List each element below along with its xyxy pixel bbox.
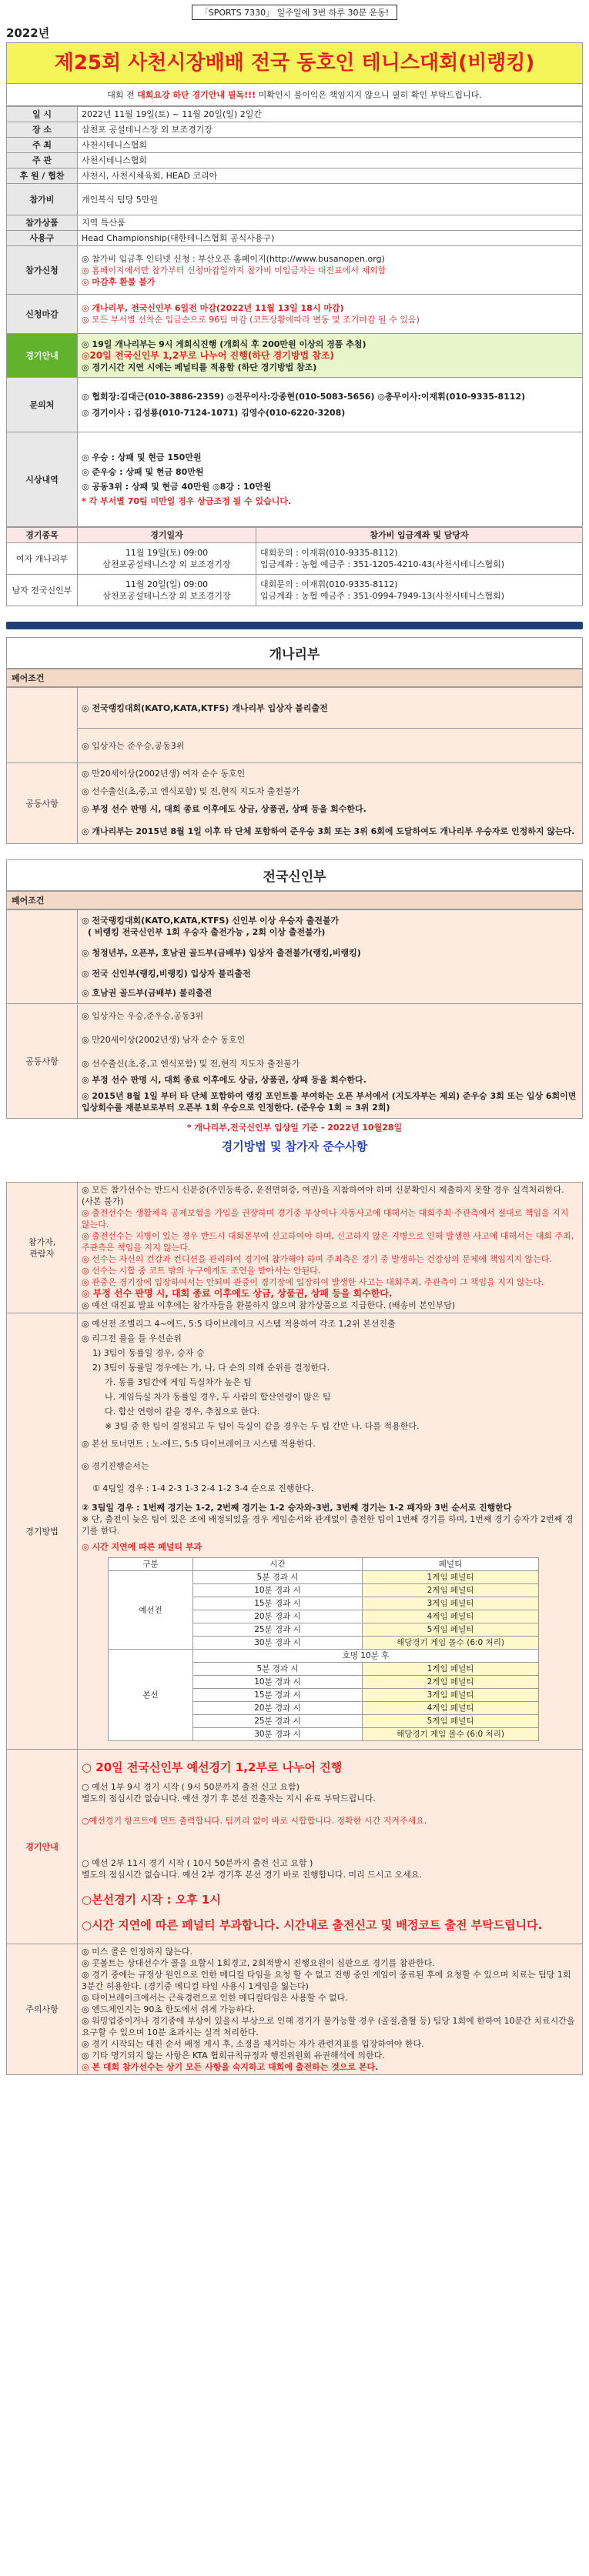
notice-banner <box>6 84 583 106</box>
apply-cell <box>78 246 583 295</box>
participant-rule-5: ◎ 선수는 시합 중 코트 밖의 누구에게도 조언을 받아서는 안된다. <box>82 1266 321 1276</box>
rules-title: 경기방법 및 참가자 준수사항 <box>221 1140 368 1153</box>
game-guide-4: ○예선경기 항프트에 먼트 출력합니다. 팀끼리 없이 바로 시합합니다. 정확한 시간 지켜주세요. <box>82 1816 427 1826</box>
penalty-prelim-value: 2게임 페널티 <box>363 1584 539 1597</box>
events-header-name: 경기종목 <box>7 528 78 543</box>
events-table <box>6 527 583 606</box>
info-label-fee: 참가비 <box>7 184 78 215</box>
penalty-header-time: 시간 <box>193 1558 363 1571</box>
gaenari-common-2: ◎ 선수출신(초,중,고 엔식포함) 및 전,현직 지도자 출전불가 <box>82 786 300 796</box>
sinin-fare-1: ◎ 전국랭킹대회(KATO,KATA,KTFS) 신인부 이상 우승자 출전불가 <box>82 916 340 926</box>
gaenari-fare-1: ◎ 전국랭킹대회(KATO,KATA,KTFS) 개나리부 입상자 불리출전 <box>78 688 583 729</box>
guide-label: 경기안내 <box>7 334 78 378</box>
caution-2: ◎ 콧볼트는 상대선수가 콜을 요할시 1회경고, 2회적발시 진행요원이 심판으로 경기를 참관한다. <box>82 1958 435 1968</box>
method-label: 경기방법 <box>7 1313 78 1750</box>
contact-cell <box>78 378 583 432</box>
deadline-label: 신청마감 <box>7 295 78 334</box>
penalty-prelim-label: 예선전 <box>109 1571 193 1650</box>
guide-line-2: ◎20일 전국신인부 1,2부로 나누어 진행(하단 경기방법 참조) <box>82 349 334 361</box>
penalty-main-time: 15분 경과 시 <box>193 1689 363 1702</box>
caution-8: ◎ 기타 명기되지 않는 사항은 KTA 협회규칙규정과 행진위원회 유권해석에 의한다. <box>82 2050 385 2060</box>
penalty-main-value: 5게임 페널티 <box>363 1715 539 1728</box>
penalty-main-time: 5분 경과 시 <box>193 1663 363 1676</box>
contact-line-2: ◎ 경기이사 : 김성룡(010-7124-1071) 김영수(010-6220-3208) <box>82 408 346 418</box>
awards-note: * 각 부서별 70팀 미만일 경우 상금조정 될 수 있습니다. <box>82 496 292 506</box>
awards-line-1: ◎ 우승 : 상패 및 현금 150만원 <box>82 452 202 462</box>
events-row-2-account: 대회문의 : 이재휘(010-9335-8112) 입금계좌 : 농협 예금주 : 351-0994-7949-13(사천시테니스협회) <box>256 575 583 606</box>
caution-9: ◎ 본 대회 참가선수는 상기 모든 사항을 숙지하고 대회에 출전하는 것으로 본다. <box>82 2062 379 2072</box>
penalty-header-type: 구분 <box>109 1558 193 1571</box>
sinin-common-5: ◎ 2015년 8월 1일 부터 타 단체 포함하여 랭킹 포인트를 부여하는 오픈 부서에서 (지도자부는 제외) 준우승 3회 또는 입상 6회이면 입상회수를 재분보로부터 오픈부 1회 우승으로 인정한다. (준우승 1회 = 3위 2회) <box>82 1091 577 1113</box>
sinin-fare-1b: ( 비랭킹 전국신인부 1회 우승자 출전가능 , 2회 이상 출전불가) <box>88 927 326 937</box>
participant-rule-2: ◎ 출전선수는 생활체육 공제보험을 가입을 권장하며 경기중 부상이나 자동사고에 대해서는 대회주최·주관측에서 절대로 책임을 지지 않는다. <box>82 1208 569 1230</box>
deadline-line-1: ◎ 개나리부, 전국신인부 6일전 마감(2022년 11월 13일 18시 마감) <box>82 303 344 313</box>
awards-line-3: ◎ 공동3위 : 상패 및 현금 40만원 ◎8강 : 10만원 <box>82 482 272 492</box>
method-6: 나. 게임득실 차가 동률일 경우, 두 사람의 합산연령이 많은 팀 <box>105 1392 331 1402</box>
sinin-fare-4: ◎ 호남권 골드부(금배부) 불리출전 <box>82 988 213 998</box>
rules-table <box>6 1182 583 2075</box>
penalty-prelim-value: 1게임 페널티 <box>363 1571 539 1584</box>
game-guide-label: 경기안내 <box>7 1750 78 1944</box>
participant-rule-1: ◎ 모든 참가선수는 반드시 신분증(주민등록증, 운전면허증, 여권)을 지참하여야 하며 신분확인시 제출하지 못할 경우 실격처리한다. (사본 불가) <box>82 1185 564 1206</box>
apply-line-1: ◎ 참가비 입금후 인터넷 신청 : 부산오픈 홈페이지(http://www.busanopen.org) <box>82 253 385 264</box>
penalty-main-time: 30분 경과 시 <box>193 1728 363 1741</box>
info-label-date: 일 시 <box>7 107 78 122</box>
events-row-2-date: 11월 20일(일) 09:00 삼천포공설테니스장 외 보조경기장 <box>78 575 256 606</box>
method-12: ② 3팀일 경우 : 1번째 경기는 1-2, 2번째 경기는 1-2 승자와-3번, 3번째 경기는 1-2 패자와 3번 순서로 진행한다 <box>82 1503 512 1513</box>
caution-7: ◎ 경기 시작되는 대진 순서 배정 게시 후, 소정을 제거하는 자가 관련지표를 입장하여야 한다. <box>82 2039 424 2049</box>
sinin-common-cell <box>78 1004 583 1119</box>
sinin-fare-cell <box>78 910 583 1004</box>
method-10: ◎ 경기진행순서는 <box>82 1461 149 1471</box>
slogan-box <box>6 5 583 20</box>
sinin-deadline-note: * 개나리부,전국신인부 입상일 기준 - 2022년 10월28일 <box>186 1123 403 1133</box>
penalty-main-value: 해당경기 게임 몰수 (6:0 처리) <box>363 1728 539 1741</box>
caution-label: 주의사항 <box>7 1944 78 2075</box>
method-14: ◎ 시간 지연에 따른 페널티 부과 <box>82 1542 202 1552</box>
game-guide-1: ○ 20일 전국신인부 예선경기 1,2부로 나누어 진행 <box>82 1760 343 1774</box>
events-row-1-name: 여자 개나리부 <box>7 543 78 575</box>
page-title: 제25회 사천시장배배 전국 동호인 테니스대회(비랭킹) <box>6 42 583 84</box>
game-guide-7: ○본선경기 시작 : 오후 1시 <box>82 1893 221 1907</box>
awards-cell <box>78 432 583 527</box>
sinin-common-2: ◎ 만20세이상(2002년생) 남자 순수 동호인 <box>82 1035 246 1045</box>
penalty-main-value: 1게임 페널티 <box>363 1663 539 1676</box>
sinin-table <box>6 909 583 1119</box>
guide-line-1: ◎ 19일 개나리부는 9시 게회식진행 (개회식 후 200만원 이상의 경품 추첨) <box>82 339 366 349</box>
participant-cell <box>78 1183 583 1313</box>
info-label-host: 주 최 <box>7 138 78 153</box>
method-cell <box>78 1313 583 1750</box>
penalty-prelim-value: 해당경기 게임 몰수 (6:0 처리) <box>363 1637 539 1650</box>
info-table <box>6 106 583 527</box>
gaenari-fare-label: 페어조건 <box>6 669 583 687</box>
gaenari-title: 개나리부 <box>6 637 583 669</box>
contact-line-1: ◎ 협회장:김대근(010-3886-2359) ◎전무이사:강종현(010-5083-5656) ◎총무이사:이재휘(010-9335-8112) <box>82 392 526 402</box>
method-9: ◎ 본선 토너먼트 : 노-애드, 5:5 타이브레이크 시스템 적용한다. <box>82 1439 316 1449</box>
method-5: 가. 동률 3팀간에 게임 득실차가 높은 팀 <box>105 1377 252 1387</box>
guide-line-3: ◎ 경기시간 지연 시에는 페널티를 적용함 (하단 경기방법 참조) <box>82 362 317 372</box>
game-guide-cell <box>78 1750 583 1944</box>
awards-line-2: ◎ 준우승 : 상패 및 현금 80만원 <box>82 467 204 477</box>
method-13: ※ 단, 출전이 늦은 팀이 있은 조에 배정되었을 경우 게임순서와 관계없이 출전한 팀이 1번째 경기를 하며, 1번째 경기 승자가 2번째 경기를 한다. <box>82 1514 574 1536</box>
sinin-common-1: ◎ 입상자는 우승,준우승,공동3위 <box>82 1011 204 1021</box>
caution-cell <box>78 1944 583 2075</box>
penalty-prelim-time: 15분 경과 시 <box>193 1597 363 1610</box>
method-1: ◎ 예선전 조별리그 4~에드, 5:5 타이브레이크 시스템 적용하여 각조 1,2위 본선진출 <box>82 1319 396 1329</box>
game-guide-2: ○ 예선 1부 9시 경기 시작 ( 9시 50분까지 출전 신고 요함) <box>82 1782 300 1792</box>
events-row-2-name: 남자 전국신인부 <box>7 575 78 606</box>
gaenari-table <box>6 687 583 844</box>
events-header-account: 참가비 입금계좌 및 담당자 <box>256 528 583 543</box>
gaenari-fare-2: ◎ 입상자는 준우승,공동3위 <box>78 729 583 763</box>
participant-rule-3: ◎ 출전선수는 지병이 있는 경우 반드시 대회본부에 신고하여야 하며, 신고하지 않은 지병으로 인해 발생한 사고에 대해서는 대회 주최,주관측은 책임을 지지 않는다. <box>82 1231 574 1253</box>
participant-rule-6: ◎ 관중은 경기장에 입장하여서는 안되며 관중이 경기장에 입장하여 발생한 사고는 대회주최, 주관측이 그 책임을 지지 않는다. <box>82 1277 544 1287</box>
page <box>6 5 583 2075</box>
sinin-common-4: ◎ 부정 선수 판명 시, 대회 종료 이후에도 상금, 상품권, 상패 등을 회수한다. <box>82 1075 366 1085</box>
game-guide-8: ○시간 지연에 따른 페널티 부과합니다. 시간내로 출전신고 및 배정코트 출전 부탁드립니다. <box>82 1918 543 1932</box>
participant-rule-4: ◎ 선수는 자신의 건강과 컨디션을 관리하여 경기에 참가해야 하며 주최측은 경기 중 발생하는 건강상의 문제에 책임지지 않는다. <box>82 1254 552 1264</box>
gaenari-common-label: 공동사항 <box>7 763 78 844</box>
caution-3: ◎ 경기 중에는 규정상 원인으로 인한 메디컬 타임을 요청 할 수 없고 진행 중인 게임이 종료된 후에 요청할 수 있으며 치료는 팀당 1회 3분간 허용한다. (경기중 메디컬 타임 사용시 1게임을 잃는다) <box>82 1970 571 1991</box>
gaenari-common-3: ◎ 부정 선수 판명 시, 대회 종료 이후에도 상금, 상품권, 상패 등을 회수한다. <box>82 804 366 814</box>
penalty-prelim-time: 5분 경과 시 <box>193 1571 363 1584</box>
method-7: 다. 합산 연령이 같을 경우, 추첨으로 한다. <box>105 1406 260 1416</box>
sinin-fare-2: ◎ 청정년부, 오픈부, 호남권 골드부(금배부) 입상자 출전불가(랭킹,비랭킹) <box>82 948 361 958</box>
guide-cell <box>78 334 583 378</box>
sinin-fare-label: 페어조건 <box>6 891 583 909</box>
caution-1: ◎ 미스 콜은 인정하지 않는다. <box>82 1947 192 1957</box>
info-value-host: 사천시테니스협회 <box>78 138 583 153</box>
penalty-main-sub: 호명 10분 후 <box>193 1650 539 1663</box>
info-value-prize: 지역 특산품 <box>78 215 583 231</box>
info-label-sponsor: 후 원 / 협찬 <box>7 169 78 184</box>
notice-highlight: 대회요강 하단 경기안내 필독!!! <box>137 90 256 100</box>
info-value-venue: 삼천포 공설테니스장 외 보조경기장 <box>78 122 583 138</box>
info-value-date: 2022년 11월 19일(토) ~ 11월 20일(일) 2일간 <box>78 107 583 122</box>
gaenari-common-cell <box>78 763 583 844</box>
notice-post: 미확인시 불이익은 책임지지 않으니 필히 확인 부탁드립니다. <box>256 90 482 100</box>
deadline-line-2: ◎ 모든 부서별 선착순 입금순으로 96팀 마감 (코트상황에따라 변동 및 조기마감 될 수 있음) <box>82 315 420 325</box>
caution-5: ◎ 엔드체인지는 90초 한도에서 쉬게 가능하다. <box>82 2004 256 2014</box>
notice-pre: 대회 전 <box>107 90 138 100</box>
sinin-common-label: 공동사항 <box>7 1004 78 1119</box>
section-divider <box>6 622 583 629</box>
caution-6: ◎ 워밍업중이거나 경기중에 부상이 있을시 부상으로 인해 경기가 불가능할 경우 (골절,출혈 등) 팀당 1회에 한하여 10분간 치료시간을 요구할 수 있으며 10분 초과시는 실격 처리한다. <box>82 2016 575 2037</box>
method-4: 2) 3팀이 동률일 경우에는 가, 나, 다 순의 의해 순위를 결정한다. <box>92 1363 330 1373</box>
penalty-main-time: 10분 경과 시 <box>193 1676 363 1689</box>
info-value-sponsor: 사천시, 사천시체육회, HEAD 코리아 <box>78 169 583 184</box>
participant-rule-7: ◎ 부정 선수 판명 시, 대회 종료 이후에도 상금, 상품권, 상패 등을 회수한다. <box>82 1288 393 1299</box>
info-value-organizer: 사천시테니스협회 <box>78 153 583 169</box>
method-8: ※ 3팀 중 한 팀이 결정되고 두 팀이 득실이 같을 경우는 두 팀 간만 나. 다를 적용한다. <box>105 1421 420 1431</box>
info-label-prize: 참가상품 <box>7 215 78 231</box>
events-row-1-account: 대회문의 : 이재휘(010-9335-8112) 입금계좌 : 농협 예금주 : 351-1205-4210-43(사천시테니스협회) <box>256 543 583 575</box>
penalty-main-value: 4게임 페널티 <box>363 1702 539 1715</box>
method-2: ◎ 리그전 룰을 틀 우선순위 <box>82 1333 182 1343</box>
info-label-organizer: 주 관 <box>7 153 78 169</box>
sinin-fare-3: ◎ 전국 신인부(랭킹,비랭킹) 입상자 불리출전 <box>82 969 251 979</box>
info-label-venue: 장 소 <box>7 122 78 138</box>
penalty-main-value: 3게임 페널티 <box>363 1689 539 1702</box>
penalty-table <box>108 1557 539 1741</box>
penalty-main-time: 20분 경과 시 <box>193 1702 363 1715</box>
sinin-title: 전국신인부 <box>6 859 583 891</box>
penalty-main-value: 2게임 페널티 <box>363 1676 539 1689</box>
info-value-ball: Head Championship(대한테니스협회 공식사용구) <box>78 231 583 246</box>
slogan-text: 「SPORTS 7330」 일주일에 3번 하루 30분 운동! <box>192 5 397 20</box>
sinin-common-3: ◎ 선수출신(초,중,고 엔식포함) 및 전,현직 지도자 출전불가 <box>82 1059 300 1069</box>
game-guide-3: 별도의 점심시간 없습니다. 예선 경기 후 본선 진출자는 지시 유료 부탁드립니다. <box>82 1794 376 1804</box>
participant-rule-8: ◎ 예선 대진표 발표 이후에는 참가자들을 환불하지 않으며 참가상품으로 지급한다. (배송비 본인부담) <box>82 1300 456 1310</box>
penalty-header-penalty: 페널티 <box>363 1558 539 1571</box>
gaenari-common-4: ◎ 개나리부는 2015년 8월 1일 이후 타 단체 포함하여 준우승 3회 또는 3위 6회에 도달하여도 개나리부 우승자로 인정하지 않는다. <box>82 826 575 836</box>
penalty-prelim-value: 5게임 페널티 <box>363 1623 539 1637</box>
year-label: 2022년 <box>6 26 50 40</box>
events-row-1-date: 11월 19일(토) 09:00 삼천포공설테니스장 외 보조경기장 <box>78 543 256 575</box>
apply-label: 참가신청 <box>7 246 78 295</box>
method-3: 1) 3팀이 동률일 경우, 승자 승 <box>92 1348 205 1358</box>
info-label-ball: 사용구 <box>7 231 78 246</box>
penalty-prelim-time: 10분 경과 시 <box>193 1584 363 1597</box>
deadline-cell <box>78 295 583 334</box>
contact-label: 문의처 <box>7 378 78 432</box>
penalty-prelim-value: 4게임 페널티 <box>363 1610 539 1623</box>
apply-line-2: ◎ 홈페이지에서만 참가부터 신청마감일까지 참가비 미입금자는 대진표에서 제외함 <box>82 265 387 275</box>
penalty-main-time: 25분 경과 시 <box>193 1715 363 1728</box>
participant-label: 참가자, 관람자 <box>7 1183 78 1313</box>
penalty-prelim-time: 20분 경과 시 <box>193 1610 363 1623</box>
penalty-prelim-value: 3게임 페널티 <box>363 1597 539 1610</box>
gaenari-common-1: ◎ 만20세이상(2002년생) 여자 순수 동호인 <box>82 769 246 779</box>
game-guide-6: 별도의 점심시간 없습니다. 예선 2부 경기후 본선 경기 바로 진행합니다. 미리 드시고 오세요. <box>82 1870 422 1880</box>
caution-4: ◎ 타이브레이크에서는 근육경련으로 인한 메디컬타임은 사용할 수 없다. <box>82 1993 348 2003</box>
game-guide-5: ○ 예선 2부 11시 경기 시작 ( 10시 50분까지 출전 신고 요함 ) <box>82 1858 313 1868</box>
penalty-prelim-time: 25분 경과 시 <box>193 1623 363 1637</box>
events-header-date: 경기일자 <box>78 528 256 543</box>
apply-line-3: ◎ 마감후 환불 불가 <box>82 276 156 287</box>
penalty-prelim-time: 30분 경과 시 <box>193 1637 363 1650</box>
method-11: ① 4팀일 경우 : 1-4 2-3 1-3 2-4 1-2 3-4 순으로 진행한다. <box>92 1483 314 1493</box>
penalty-main-label: 본선 <box>109 1650 193 1741</box>
info-value-fee: 개인복식 팀당 5만원 <box>78 184 583 215</box>
awards-label: 시상내역 <box>7 432 78 527</box>
